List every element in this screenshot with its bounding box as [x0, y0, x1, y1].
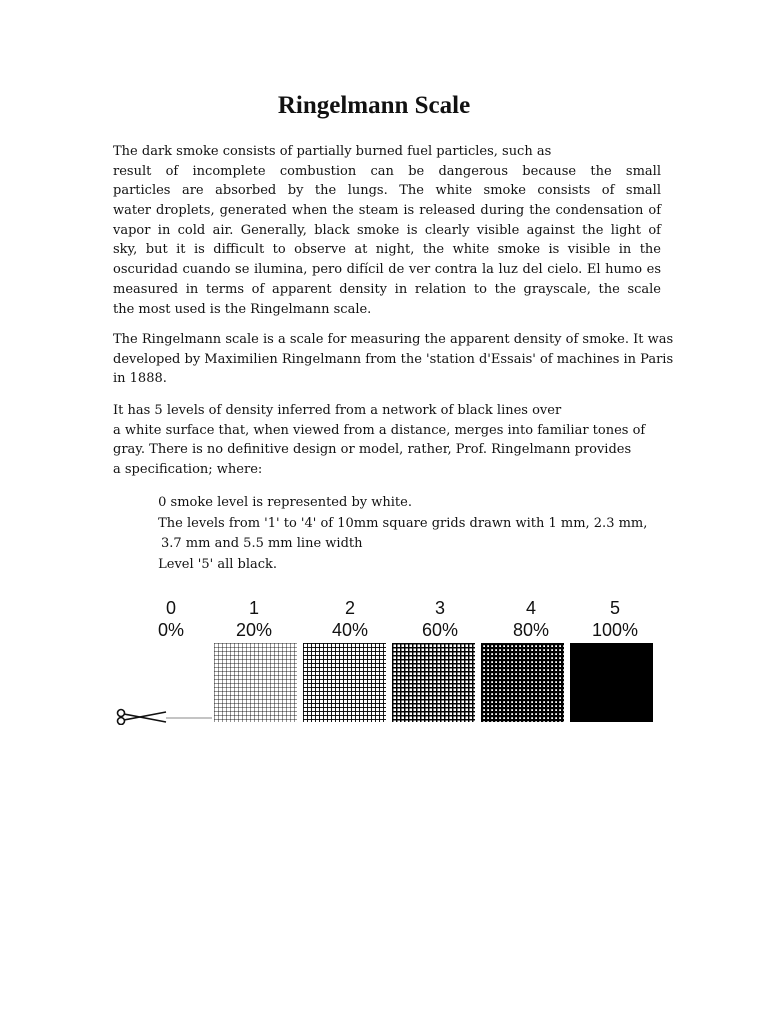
scale-percent-label: 20% — [235, 620, 273, 640]
text-line: sky, but it is difficult to observe at night, the white smoke is visible in the — [113, 242, 661, 258]
text-line: oscuridad cuando se ilumina, pero difícil de ver contra la luz del cielo. El humo es — [113, 262, 661, 278]
ringelmann-scale-figure — [112, 591, 663, 725]
text-line: particles are absorbed by the lungs. The white smoke consists of small — [113, 183, 661, 199]
scale-level-label: 0 — [165, 598, 177, 618]
text-line: measured in terms of apparent density in relation to the grayscale, the scale — [113, 281, 661, 297]
text-line: The Ringelmann scale is a scale for measuring the apparent density of smoke. It was — [113, 332, 674, 347]
paragraph-smoke-intro — [113, 142, 661, 319]
page-title: Ringelmann Scale — [277, 92, 471, 119]
text-line: the most used is the Ringelmann scale. — [113, 301, 372, 317]
text-line: in 1888. — [113, 371, 167, 387]
scale-level-label: 4 — [525, 598, 537, 618]
list-item — [141, 514, 647, 535]
scale-swatch-level-3 — [392, 643, 475, 722]
text-line: water droplets, generated when the steam is released during the condensation of — [113, 203, 661, 219]
text-line: gray. There is no definitive design or model, rather, Prof. Ringelmann provides — [113, 442, 632, 458]
scale-swatch-level-5 — [570, 643, 653, 722]
scissors-icon — [118, 710, 167, 725]
scale-level-label: 5 — [609, 598, 621, 618]
specification-list — [141, 493, 647, 576]
text-line: It has 5 levels of density inferred from a network of black lines over — [113, 403, 562, 418]
text-line: result of incomplete combustion can be dangerous because the small — [113, 163, 661, 179]
scale-level-label: 3 — [434, 598, 446, 618]
text-line: a white surface that, when viewed from a distance, merges into familiar tones of — [113, 422, 646, 438]
list-item-text: The levels from '1' to '4' of 10mm square grids drawn with 1 mm, 2.3 mm, — [158, 515, 648, 531]
text-line: a specification; where: — [113, 462, 263, 478]
text-line: vapor in cold air. Generally, black smoke is clearly visible against the light of — [113, 222, 661, 238]
scale-percent-label: 100% — [591, 620, 639, 640]
text-line: developed by Maximilien Ringelmann from the 'station d'Essais' of machines in Paris — [113, 351, 674, 367]
scale-swatch-level-2 — [303, 643, 386, 722]
paragraph-ringelmann-history — [113, 330, 674, 389]
list-item — [141, 493, 647, 514]
list-item-continuation: 3.7 mm and 5.5 mm line width — [161, 536, 363, 552]
list-item-text: 0 smoke level is represented by white. — [158, 495, 412, 510]
paragraph-density-levels — [113, 401, 661, 480]
list-item-text: Level '5' all black. — [158, 557, 278, 573]
scale-percent-label: 0% — [157, 620, 185, 640]
scale-percent-label: 40% — [331, 620, 369, 640]
text-line: The dark smoke consists of partially burned fuel particles, such as — [113, 144, 552, 159]
list-item — [141, 555, 647, 576]
scale-swatch-level-1 — [214, 643, 297, 722]
scale-percent-label: 80% — [512, 620, 550, 640]
scale-level-label: 2 — [344, 598, 356, 618]
scale-level-label: 1 — [248, 598, 260, 618]
ringelmann-scale-svg — [112, 591, 663, 725]
scale-percent-label: 60% — [421, 620, 459, 640]
scale-swatch-level-4 — [481, 643, 564, 722]
